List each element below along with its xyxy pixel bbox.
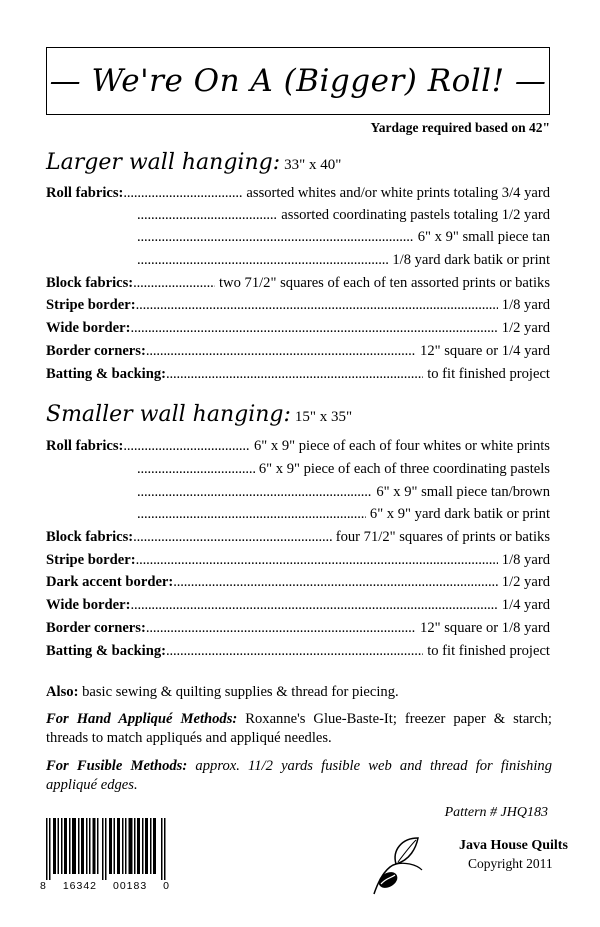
larger-row bbox=[137, 207, 550, 229]
smaller-row bbox=[46, 643, 550, 665]
row-label: Batting & backing: bbox=[46, 643, 167, 659]
barcode-icon bbox=[46, 818, 166, 880]
smaller-size: 15" x 35" bbox=[294, 409, 353, 425]
leader-dots bbox=[146, 343, 416, 365]
row-value: 6" x 9" yard dark batik or print bbox=[369, 506, 550, 522]
fusible-label: For Fusible Methods: bbox=[46, 758, 188, 774]
fusible-text: approx. 11/2 yards fusible web and thread for finishing appliqué edges. bbox=[46, 758, 552, 793]
leader-dots bbox=[133, 275, 215, 297]
row-label: Border corners: bbox=[46, 343, 146, 359]
pattern-number: Pattern # JHQ183 bbox=[444, 805, 548, 820]
leader-dots bbox=[130, 597, 497, 619]
smaller-row bbox=[46, 438, 550, 460]
smaller-row bbox=[46, 529, 550, 551]
row-value: 12" square or 1/8 yard bbox=[420, 620, 550, 636]
row-label: Wide border: bbox=[46, 597, 131, 613]
smaller-row bbox=[46, 620, 550, 642]
leader-dots bbox=[146, 620, 416, 642]
company-name: Java House Quilts bbox=[459, 838, 568, 853]
row-value: 1/2 yard bbox=[501, 320, 550, 336]
leader-dots bbox=[166, 366, 423, 388]
larger-row bbox=[46, 366, 550, 388]
larger-row bbox=[137, 229, 550, 251]
hand-applique-text: Roxanne's Glue-Baste-It; freezer paper & starch; threads to match appliqués and appliqué needles. bbox=[46, 711, 552, 746]
barcode-number bbox=[40, 880, 170, 892]
leader-dots bbox=[173, 574, 498, 596]
leader-dots bbox=[130, 320, 497, 342]
larger-heading-label: Larger wall hanging: bbox=[46, 150, 281, 175]
row-label: Roll fabrics: bbox=[46, 438, 124, 454]
hand-applique-label: For Hand Appliqué Methods: bbox=[46, 711, 238, 727]
smaller-heading bbox=[46, 402, 352, 427]
leader-dots bbox=[137, 229, 414, 251]
row-value: assorted whites and/or white prints totaling 3/4 yard bbox=[246, 185, 550, 201]
leader-dots bbox=[136, 552, 498, 574]
row-label: Dark accent border: bbox=[46, 574, 174, 590]
smaller-row bbox=[46, 552, 550, 574]
leader-dots bbox=[137, 461, 255, 483]
barcode-digit: 0 bbox=[163, 880, 170, 892]
also-paragraph bbox=[46, 683, 552, 702]
row-value: 6" x 9" small piece tan/brown bbox=[376, 484, 550, 500]
row-label: Stripe border: bbox=[46, 552, 136, 568]
leader-dots bbox=[166, 643, 423, 665]
also-text: basic sewing & quilting supplies & thread for piecing. bbox=[82, 684, 399, 700]
yardage-note: Yardage required based on 42" bbox=[370, 120, 550, 135]
smaller-row bbox=[137, 484, 550, 506]
leader-dots bbox=[136, 297, 498, 319]
barcode-digit: 00183 bbox=[112, 880, 148, 892]
smaller-row bbox=[137, 506, 550, 528]
row-value: 1/2 yard bbox=[501, 574, 550, 590]
larger-heading bbox=[46, 150, 341, 175]
barcode-digit: 16342 bbox=[62, 880, 98, 892]
row-value: to fit finished project bbox=[427, 643, 550, 659]
leader-dots bbox=[123, 438, 250, 460]
row-label: Roll fabrics: bbox=[46, 185, 124, 201]
larger-row bbox=[46, 320, 550, 342]
leader-dots bbox=[133, 529, 332, 551]
hand-applique-paragraph bbox=[46, 710, 552, 748]
larger-row bbox=[46, 275, 550, 297]
coffee-leaf-logo-icon bbox=[366, 836, 436, 896]
smaller-row bbox=[46, 574, 550, 596]
row-value: 1/8 yard dark batik or print bbox=[392, 252, 550, 268]
row-value: 1/8 yard bbox=[501, 297, 550, 313]
larger-row bbox=[46, 297, 550, 319]
row-value: assorted coordinating pastels totaling 1/2 yard bbox=[281, 207, 550, 223]
fusible-paragraph bbox=[46, 757, 552, 795]
row-value: two 71/2" squares of each of ten assorted prints or batiks bbox=[219, 275, 550, 291]
row-value: to fit finished project bbox=[427, 366, 550, 382]
copyright: Copyright 2011 bbox=[468, 856, 553, 871]
row-label: Border corners: bbox=[46, 620, 146, 636]
row-value: 12" square or 1/4 yard bbox=[420, 343, 550, 359]
larger-row bbox=[46, 185, 550, 207]
smaller-row bbox=[46, 597, 550, 619]
row-label: Wide border: bbox=[46, 320, 131, 336]
page-title: — We're On A (Bigger) Roll! — bbox=[49, 63, 547, 99]
leader-dots bbox=[123, 185, 242, 207]
larger-row bbox=[46, 343, 550, 365]
row-label: Block fabrics: bbox=[46, 275, 134, 291]
leader-dots bbox=[137, 252, 388, 274]
barcode-digit: 8 bbox=[40, 880, 47, 892]
title-box bbox=[46, 47, 550, 115]
row-value: 1/8 yard bbox=[501, 552, 550, 568]
row-label: Block fabrics: bbox=[46, 529, 134, 545]
row-label: Stripe border: bbox=[46, 297, 136, 313]
smaller-heading-label: Smaller wall hanging: bbox=[46, 402, 291, 427]
row-value: 1/4 yard bbox=[501, 597, 550, 613]
row-value: 6" x 9" piece of each of four whites or white prints bbox=[253, 438, 550, 454]
larger-size: 33" x 40" bbox=[284, 157, 342, 173]
row-value: four 71/2" squares of prints or batiks bbox=[335, 529, 550, 545]
smaller-row bbox=[137, 461, 550, 483]
row-value: 6" x 9" piece of each of three coordinating pastels bbox=[258, 461, 550, 477]
also-label: Also: bbox=[46, 684, 79, 700]
row-value: 6" x 9" small piece tan bbox=[417, 229, 550, 245]
leader-dots bbox=[137, 484, 372, 506]
leader-dots bbox=[137, 207, 277, 229]
larger-row bbox=[137, 252, 550, 274]
leader-dots bbox=[137, 506, 366, 528]
row-label: Batting & backing: bbox=[46, 366, 167, 382]
